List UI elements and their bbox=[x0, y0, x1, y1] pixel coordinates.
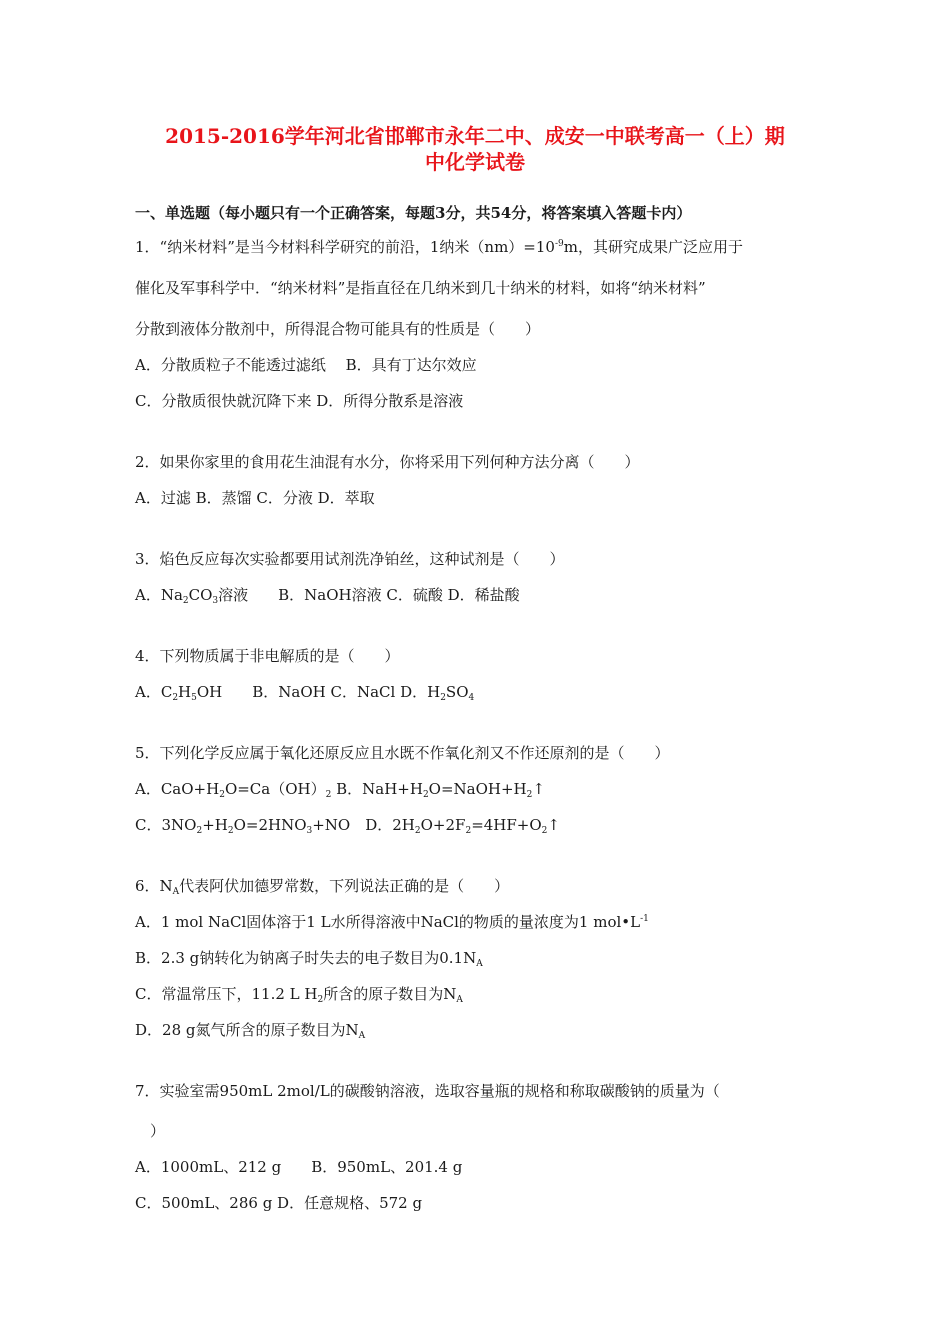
q7-option-cd: C．500mL、286 g D．任意规格、572 g bbox=[135, 1194, 423, 1212]
q1-stem-line1: 1．“纳米材料”是当今材料科学研究的前沿，1纳米$(nm)=10^{-9}m$，其研究成果广泛应用于 bbox=[135, 238, 743, 256]
q7-option-ab: A．1000mL、212 g B．950mL、201.4 g bbox=[135, 1158, 463, 1176]
exam-title-line1: 2015-2016学年河北省邯郸市永年二中、成安一中联考高一（上）期 bbox=[165, 124, 785, 148]
q2-stem: 2．如果你家里的食用花生油混有水分，你将采用下列何种方法分离（ ） bbox=[135, 453, 640, 471]
q1-option-ab: A．分散质粒子不能透过滤纸 B．具有丁达尔效应 bbox=[135, 356, 477, 374]
q1-stem-line2: 催化及军事科学中．“纳米材料”是指直径在几纳米到几十纳米的材料，如将“纳米材料” bbox=[135, 279, 706, 297]
q6-stem: 6．$N_A$代表阿伏加德罗常数，下列说法正确的是（ ） bbox=[135, 877, 510, 897]
q4-options: A．$C_2H_5OH$ B．NaOH C．NaCl D．$H_2SO_4$ bbox=[135, 683, 475, 703]
q1-stem-line3: 分散到液体分散剂中，所得混合物可能具有的性质是（ ） bbox=[135, 320, 541, 338]
q6-option-a: A．1 mol NaCl固体溶于1 L水所得溶液中NaCl的物质的量浓度为1 $mol•L^{-1}$ bbox=[135, 913, 649, 931]
q4-stem: 4．下列物质属于非电解质的是（ ） bbox=[135, 647, 400, 665]
q5-option-ab: A．$CaO+H_2O=Ca(OH)_2$ B．$NaH+H_2O=NaOH+H_2↑$ bbox=[135, 780, 545, 800]
q5-stem: 5．下列化学反应属于氧化还原反应且水既不作氧化剂又不作还原剂的是（ ） bbox=[135, 744, 670, 762]
q3-options: A．$Na_2CO_3$溶液 B．NaOH溶液 C．硫酸 D．稀盐酸 bbox=[135, 586, 520, 606]
q6-option-b: B．2.3 g钠转化为钠离子时失去的电子数目为$0.1N_A$ bbox=[135, 949, 483, 969]
q6-option-d: D．28 g氮气所含的原子数目为$N_A$ bbox=[135, 1021, 366, 1041]
q1-option-cd: C．分散质很快就沉降下来 D．所得分散系是溶液 bbox=[135, 392, 464, 410]
section-heading: 一、单选题（每小题只有一个正确答案，每题3分，共54分，将答案填入答题卡内） bbox=[135, 204, 692, 222]
q2-options: A．过滤 B．蒸馏 C．分液 D．萃取 bbox=[135, 489, 375, 507]
q7-stem-line1: 7．实验室需950mL 2mol/L的碳酸钠溶液，选取容量瓶的规格和称取碳酸钠的质量为（ bbox=[135, 1082, 720, 1100]
q6-option-c: C．常温常压下，11.2 L $H_2$所含的原子数目为$N_A$ bbox=[135, 985, 463, 1005]
exam-title-line2: 中化学试卷 bbox=[425, 150, 525, 174]
q5-option-cd: C．$3NO_2+H_2O=2HNO_3+NO$ D．$2H_2O+2F_2=4HF+O_2↑$ bbox=[135, 816, 560, 836]
q3-stem: 3．焰色反应每次实验都要用试剂洗净铂丝，这种试剂是（ ） bbox=[135, 550, 565, 568]
q7-stem-line2: ） bbox=[135, 1122, 166, 1140]
